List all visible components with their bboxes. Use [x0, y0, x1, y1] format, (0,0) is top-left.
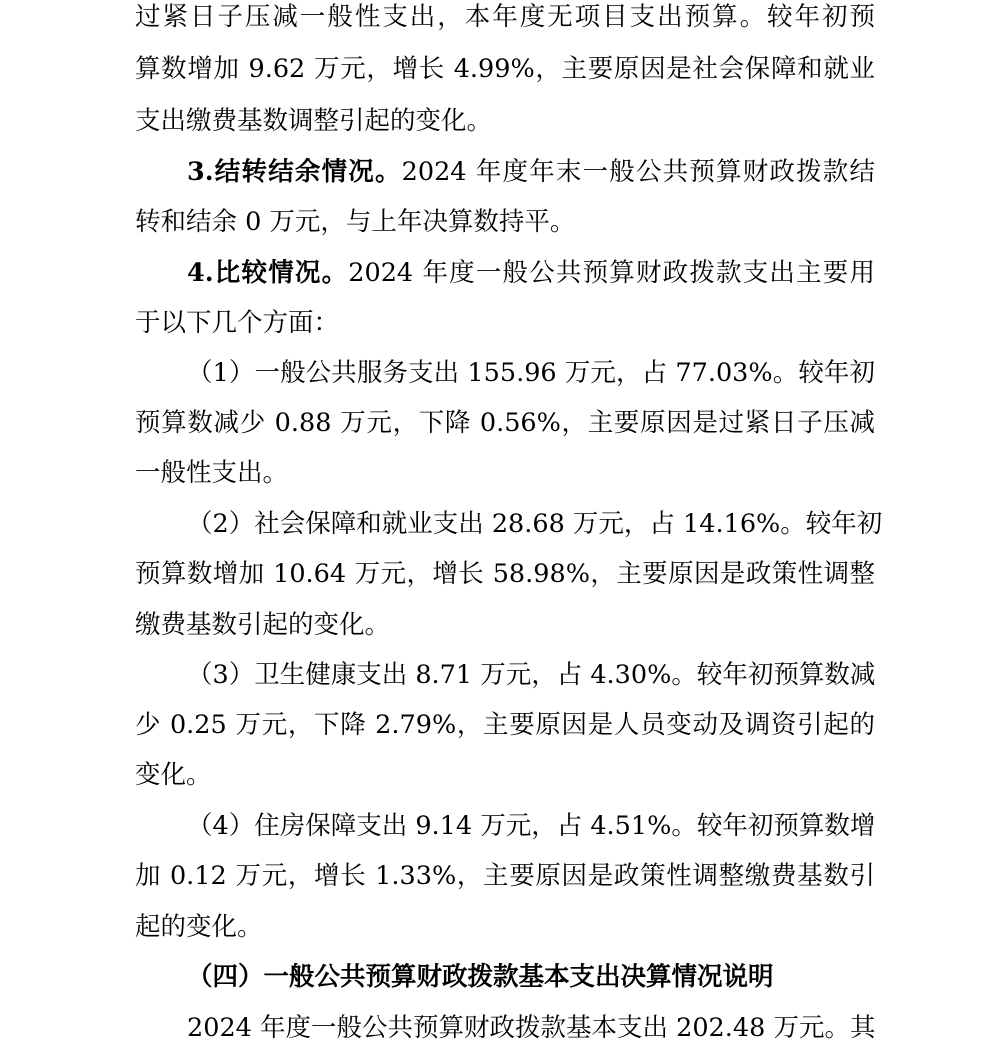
paragraph-line	[135, 910, 875, 944]
line-text: 2024 年度年末一般公共预算财政拨款结	[401, 157, 875, 187]
paragraph-line	[135, 456, 875, 490]
paragraph-line	[135, 557, 875, 591]
line-text: （3）卫生健康支出 8.71 万元，占 4.30%。较年初预算数减	[187, 660, 876, 690]
list-item-line	[187, 658, 875, 692]
line-text: （2）社会保障和就业支出 28.68 万元，占 14.16%。较年初	[187, 509, 883, 539]
section-heading-line	[187, 155, 875, 189]
line-text: 预算数增加 10.64 万元，增长 58.98%，主要原因是政策性调整	[135, 559, 875, 589]
line-text: 于以下几个方面：	[135, 308, 340, 338]
paragraph-line	[135, 306, 875, 340]
paragraph-line	[135, 0, 875, 34]
section-heading-line	[187, 256, 875, 290]
section-title-text: （四）一般公共预算财政拨款基本支出决算情况说明	[187, 962, 774, 992]
paragraph-line	[135, 205, 875, 239]
section-heading: 3.结转结余情况。	[187, 157, 402, 187]
paragraph-line	[135, 608, 875, 642]
paragraph-line	[135, 406, 875, 440]
list-item-line	[187, 809, 875, 843]
paragraph-line	[135, 708, 875, 742]
paragraph-line	[135, 859, 875, 893]
line-text: 过紧日子压减一般性支出，本年度无项目支出预算。较年初预	[135, 2, 875, 32]
line-text: （4）住房保障支出 9.14 万元，占 4.51%。较年初预算数增	[187, 811, 876, 841]
line-text: 转和结余 0 万元，与上年决算数持平。	[135, 207, 576, 237]
line-text: 2024 年度一般公共预算财政拨款支出主要用	[348, 258, 875, 288]
paragraph-line	[135, 104, 875, 138]
paragraph-line	[135, 52, 875, 86]
line-text: 一般性支出。	[135, 458, 289, 488]
line-text: 少 0.25 万元，下降 2.79%，主要原因是人员变动及调资引起的	[135, 710, 875, 740]
line-text: 2024 年度一般公共预算财政拨款基本支出 202.48 万元。其	[187, 1013, 876, 1043]
section-heading: 4.比较情况。	[187, 258, 349, 288]
list-item-line	[187, 507, 883, 541]
line-text: 加 0.12 万元，增长 1.33%，主要原因是政策性调整缴费基数引	[135, 861, 875, 891]
line-text: 支出缴费基数调整引起的变化。	[135, 106, 493, 136]
section-title	[187, 960, 875, 994]
line-text: 变化。	[135, 760, 212, 790]
paragraph-line	[135, 758, 875, 792]
line-text: （1）一般公共服务支出 155.96 万元，占 77.03%。较年初	[187, 358, 875, 388]
line-text: 起的变化。	[135, 912, 263, 942]
line-text: 算数增加 9.62 万元，增长 4.99%，主要原因是社会保障和就业	[135, 54, 875, 84]
paragraph-line	[187, 1011, 875, 1045]
line-text: 缴费基数引起的变化。	[135, 610, 391, 640]
list-item-line	[187, 356, 875, 390]
line-text: 预算数减少 0.88 万元，下降 0.56%，主要原因是过紧日子压减	[135, 408, 875, 438]
